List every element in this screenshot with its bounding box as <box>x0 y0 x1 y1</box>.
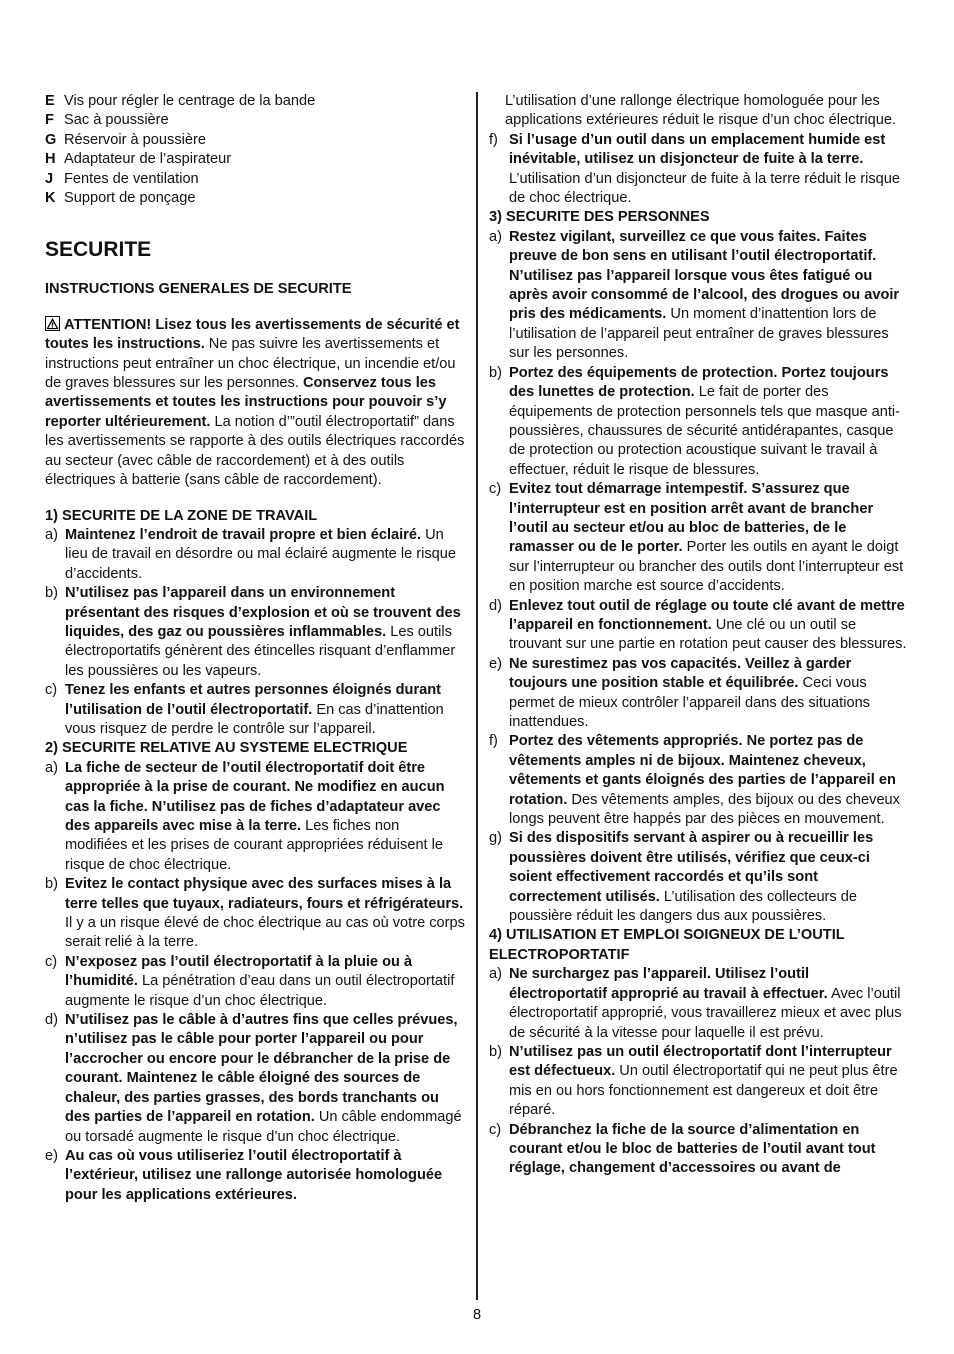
list-item: F Sac à poussière <box>45 112 169 129</box>
list-item: d) Enlevez tout outil de réglage ou toute clé avant de mettre l’appareil en fonctionnement. Une clé ou un outil se trouvant sur une partie en rotation peut causer des blessures. <box>489 597 907 653</box>
list-item: E Vis pour régler le centrage de la bande <box>45 93 316 109</box>
list-item: b) N’utilisez pas l’appareil dans un environnement présentant des risques d’explosion et où se trouvent des liquides, des gaz ou poussières inflammables. Les outils électroportatifs génèrent des étincelles risquant d’enflammer les poussières ou les vapeurs. <box>45 585 461 679</box>
list-item: c) Evitez tout démarrage intempestif. S’assurez que l’interrupteur est en position arrêt avant de brancher l’outil au secteur et/ou au bloc de batteries, de le ramasser ou de le porter. Porter les outils en ayant le doigt sur l’interrupteur ou brancher des outils dont l’interrupteur est en position marche est source d’accidents. <box>489 481 904 595</box>
list-item: f) Si l’usage d’un outil dans un emplacement humide est inévitable, utilisez un disjoncteur de fuite à la terre. L’utilisation d’un disjoncteur de fuite à la terre réduit le risque de choc électrique. <box>489 131 901 207</box>
page-title: SECURITE <box>45 238 152 262</box>
page-number: 8 <box>472 1307 482 1323</box>
right-column <box>489 92 911 1179</box>
column-divider <box>476 92 478 1300</box>
warning-paragraph: ATTENTION! Lisez tous les avertissements de sécurité et toutes les instructions. Ne pas suivre les avertissements et instructions peut entraîner un choc électrique, un incendie et/ou de graves blessures sur les personnes. Conservez tous les avertissements et toutes les instructions pour pouvoir s’y reporter ultérieurement. La notion d’”outil électroportatif” dans les avertissements se rapporte à des outils électriques raccordés au secteur (avec câble de raccordement) et à des outils électriques à batterie (sans câble de raccordement). <box>45 316 465 489</box>
list-item: K Support de ponçage <box>45 190 196 207</box>
list-item: b) N’utilisez pas un outil électroportatif dont l’interrupteur est défectueux. Un outil électroportatif qui ne peut plus être mis en ou hors fonctionnement est dangereux et doit être réparé. <box>489 1043 898 1119</box>
list-item: a) Ne surchargez pas l’appareil. Utilisez l’outil électroportatif approprié au travail à effectuer. Avec l’outil électroportatif approprié, vous travaillerez mieux et avec plus de sécurité à la vitesse pour laquelle il est prévu. <box>489 966 902 1041</box>
list-item: a) Restez vigilant, surveillez ce que vous faites. Faites preuve de bon sens en utilisant l’outil électroportatif. N’utilisez pas l’appareil lorsque vous êtes fatigué ou après avoir consommé de l’alcool, des drogues ou avoir pris des médicaments. Un moment d’inattention lors de l’utilisation de l’appareil peut entraîner de graves blessures sur les personnes. <box>489 228 900 362</box>
list-item: d) N’utilisez pas le câble à d’autres fins que celles prévues, n’utilisez pas le câble pour porter l’appareil ou pour l’accrocher ou encore pour le débrancher de la prise de courant. Maintenez le câble éloigné des sources de chaleur, des parties grasses, des bords tranchants ou des parties de l’appareil en rotation. Un câble endommagé ou torsadé augmente le risque d’un choc électrique. <box>45 1012 462 1145</box>
list-item: f) Portez des vêtements appropriés. Ne portez pas de vêtements amples ni de bijoux. Maintenez cheveux, vêtements et gants éloignés des parties de l’appareil en rotation. Des vêtements amples, des bijoux ou des cheveux longs peuvent être happés par des pièces en mouvement. <box>489 733 900 828</box>
list-item: e) Ne surestimez pas vos capacités. Veillez à garder toujours une position stable et équilibrée. Ceci vous permet de mieux contrôler l’appareil dans des situations inattendues. <box>489 655 870 730</box>
section-heading: 4) UTILISATION ET EMPLOI SOIGNEUX DE L’OUTIL ELECTROPORTATIF <box>489 927 845 963</box>
list-item: c) Tenez les enfants et autres personnes éloignés durant l’utilisation de l’outil électroportatif. En cas d’inattention vous risquez de perdre le contrôle sur l’appareil. <box>45 682 444 737</box>
list-item: b) Evitez le contact physique avec des surfaces mises à la terre telles que tuyaux, radiateurs, fours et réfrigérateurs. Il y a un risque élevé de choc électrique au cas où votre corps serait relié à la terre. <box>45 876 465 951</box>
list-item: J Fentes de ventilation <box>45 170 199 187</box>
list-item-continued: L’utilisation d’une rallonge électrique homologuée pour les applications extérieures réduit le risque d’un choc électrique. <box>505 93 897 129</box>
list-item: c) N’exposez pas l’outil électroportatif à la pluie ou à l’humidité. La pénétration d’eau dans un outil électroportatif augmente le risque d’un choc électrique. <box>45 953 455 1009</box>
warning-icon <box>45 316 60 331</box>
section-heading: 2) SECURITE RELATIVE AU SYSTEME ELECTRIQUE <box>45 740 408 757</box>
list-item: H Adaptateur de l’aspirateur <box>45 151 232 168</box>
section-heading: 1) SECURITE DE LA ZONE DE TRAVAIL <box>45 507 318 524</box>
left-column <box>45 92 465 1205</box>
list-item: b) Portez des équipements de protection. Portez toujours des lunettes de protection. Le fait de porter des équipements de protection personnels tels que masque anti-poussières, chaussures de sécurité antidérapantes, casque de protection ou protection acoustique suivant le travail à effectuer, réduit le risque de blessures. <box>489 364 901 478</box>
list-item: c) Débranchez la fiche de la source d’alimentation en courant et/ou le bloc de batteries de l’outil avant tout réglage, changement d’accessoires ou avant de <box>489 1121 876 1177</box>
section-subtitle: INSTRUCTIONS GENERALES DE SECURITE <box>45 281 352 298</box>
list-item: e) Au cas où vous utiliseriez l’outil électroportatif à l’extérieur, utilisez une rallonge autorisée homologuée pour les applications extérieures. <box>45 1147 443 1203</box>
section-heading: 3) SECURITE DES PERSONNES <box>489 209 710 226</box>
list-item: a) Maintenez l’endroit de travail propre et bien éclairé. Un lieu de travail en désordre ou mal éclairé augmente le risque d’accidents. <box>45 526 457 582</box>
list-item: G Réservoir à poussière <box>45 131 206 148</box>
list-item: g) Si des dispositifs servant à aspirer ou à recueillir les poussières doivent être utilisés, vérifiez que ceux-ci soient effectivement raccordés et qu’ils sont correctement utilisés. L’utilisation des collecteurs de poussière réduit les dangers dus aux poussières. <box>489 830 874 925</box>
list-item: a) La fiche de secteur de l’outil électroportatif doit être appropriée à la prise de courant. Ne modifiez en aucun cas la fiche. N’utilisez pas de fiches d’adaptateur avec des appareils avec mise à la terre. Les fiches non modifiées et les prises de courant appropriées réduisent le risque de choc électrique. <box>45 759 445 873</box>
parts-list <box>45 92 465 208</box>
